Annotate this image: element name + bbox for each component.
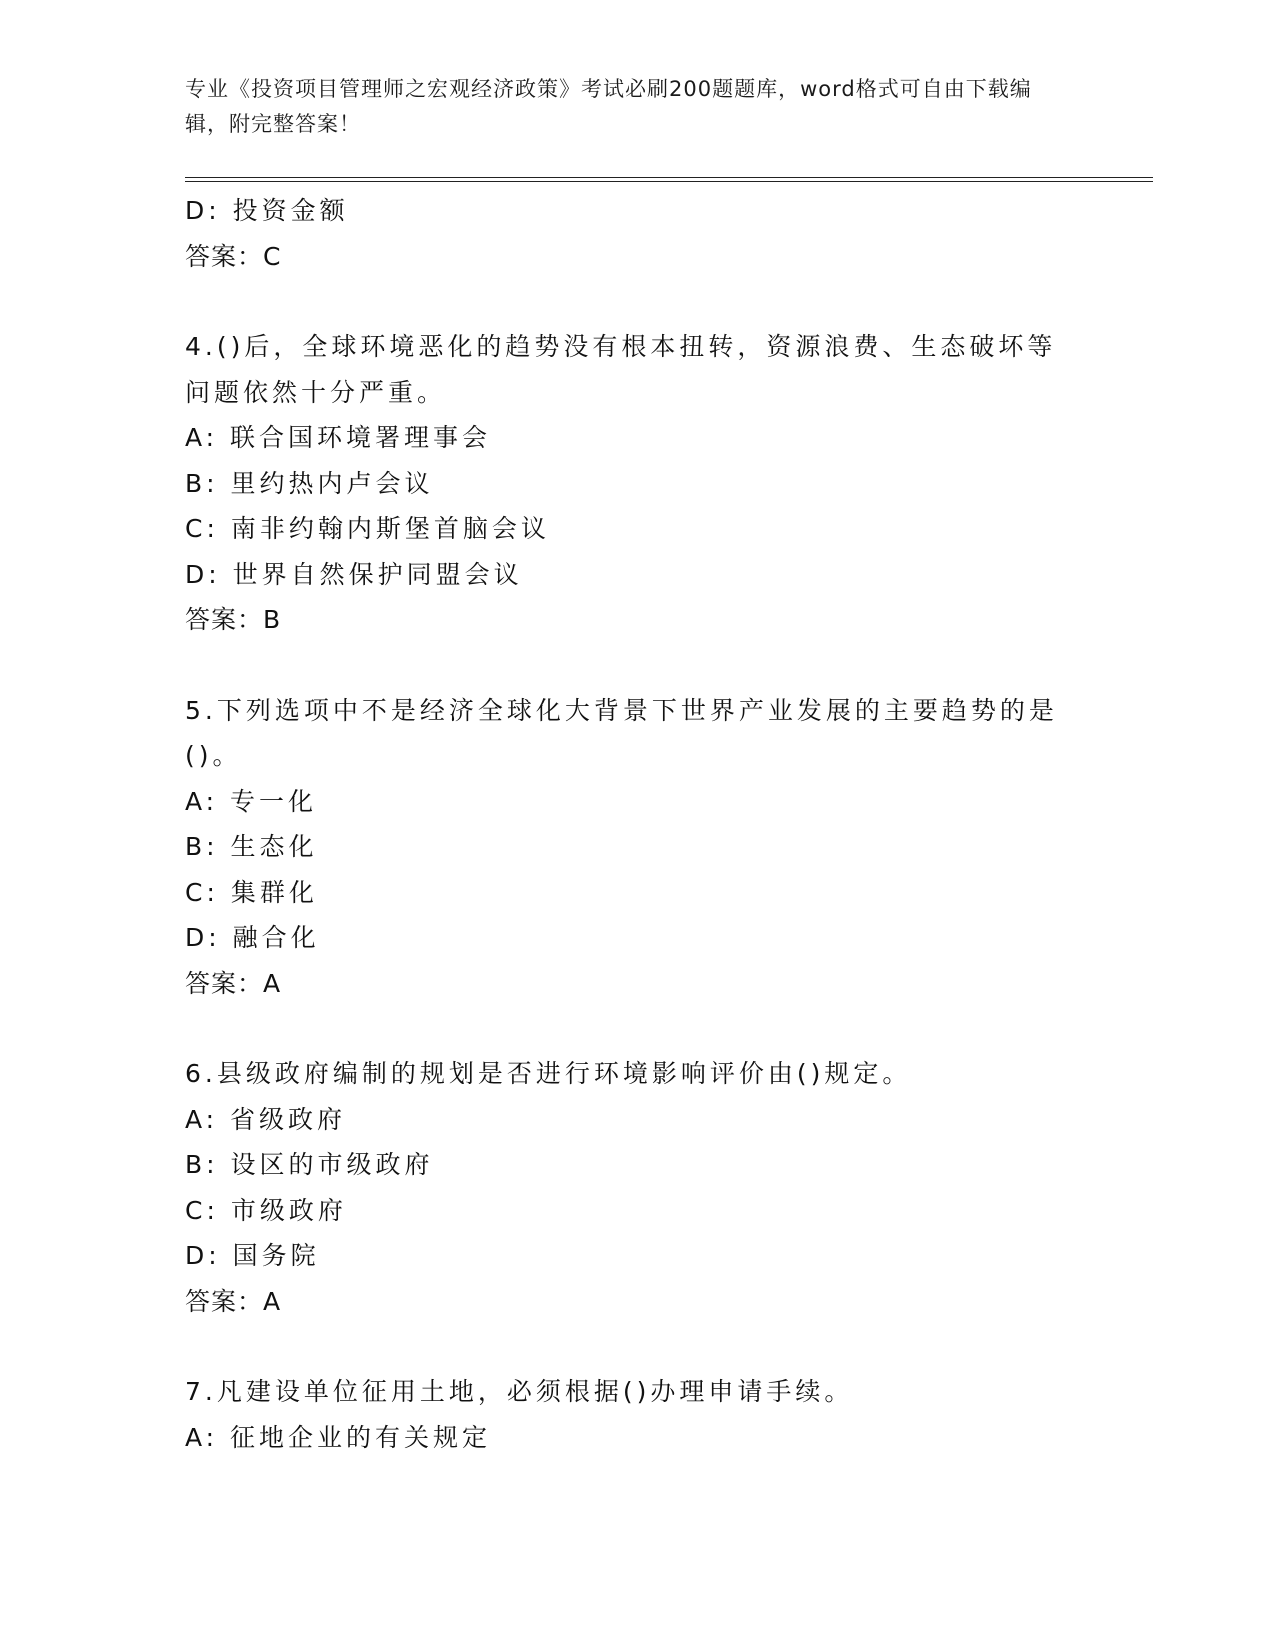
option-b: B: 设区的市级政府 xyxy=(185,1150,434,1179)
option-a: A: 省级政府 xyxy=(185,1104,347,1134)
document-header xyxy=(185,72,1065,142)
option-c: C: 市级政府 xyxy=(185,1195,347,1225)
question-5 xyxy=(185,688,1065,1007)
option-c: C: 南非约翰内斯堡首脑会议 xyxy=(185,514,550,543)
question-text: 6.县级政府编制的规划是否进行环境影响评价由()规定。 xyxy=(185,1059,912,1088)
option-d: D: 国务院 xyxy=(185,1241,320,1270)
header-divider-bottom xyxy=(185,181,1153,182)
option-a: A: 联合国环境署理事会 xyxy=(185,423,492,452)
answer: 答案：A xyxy=(185,968,282,998)
document-title: 专业《投资项目管理师之宏观经济政策》考试必刷200题题库，word格式可自由下载编辑，附完整答案！ xyxy=(185,77,1032,136)
option-a: A: 征地企业的有关规定 xyxy=(185,1422,492,1452)
question-text: 5.下列选项中不是经济全球化大背景下世界产业发展的主要趋势的是()。 xyxy=(185,695,1058,770)
option-d: D: 投资金额 xyxy=(185,196,349,225)
answer: 答案：A xyxy=(185,1286,282,1316)
spacer xyxy=(185,643,1065,688)
question-text: 7.凡建设单位征用土地，必须根据()办理申请手续。 xyxy=(185,1377,854,1406)
answer: 答案：B xyxy=(185,605,282,634)
question-4 xyxy=(185,324,1065,643)
question-7 xyxy=(185,1369,1065,1460)
question-list xyxy=(185,188,1065,1460)
option-b: B: 里约热内卢会议 xyxy=(185,468,434,498)
header-divider-top xyxy=(185,177,1153,178)
option-d: D: 融合化 xyxy=(185,923,320,952)
option-d: D: 世界自然保护同盟会议 xyxy=(185,559,523,589)
spacer xyxy=(185,1006,1065,1051)
question-text: 4.()后，全球环境恶化的趋势没有根本扭转，资源浪费、生态破坏等问题依然十分严重。 xyxy=(185,332,1057,407)
option-a: A: 专一化 xyxy=(185,786,318,816)
spacer xyxy=(185,1324,1065,1369)
spacer xyxy=(185,279,1065,324)
option-b: B: 生态化 xyxy=(185,832,318,861)
option-c: C: 集群化 xyxy=(185,877,318,907)
carry-over-question xyxy=(185,188,1065,279)
question-6 xyxy=(185,1051,1065,1324)
answer: 答案：C xyxy=(185,241,282,271)
